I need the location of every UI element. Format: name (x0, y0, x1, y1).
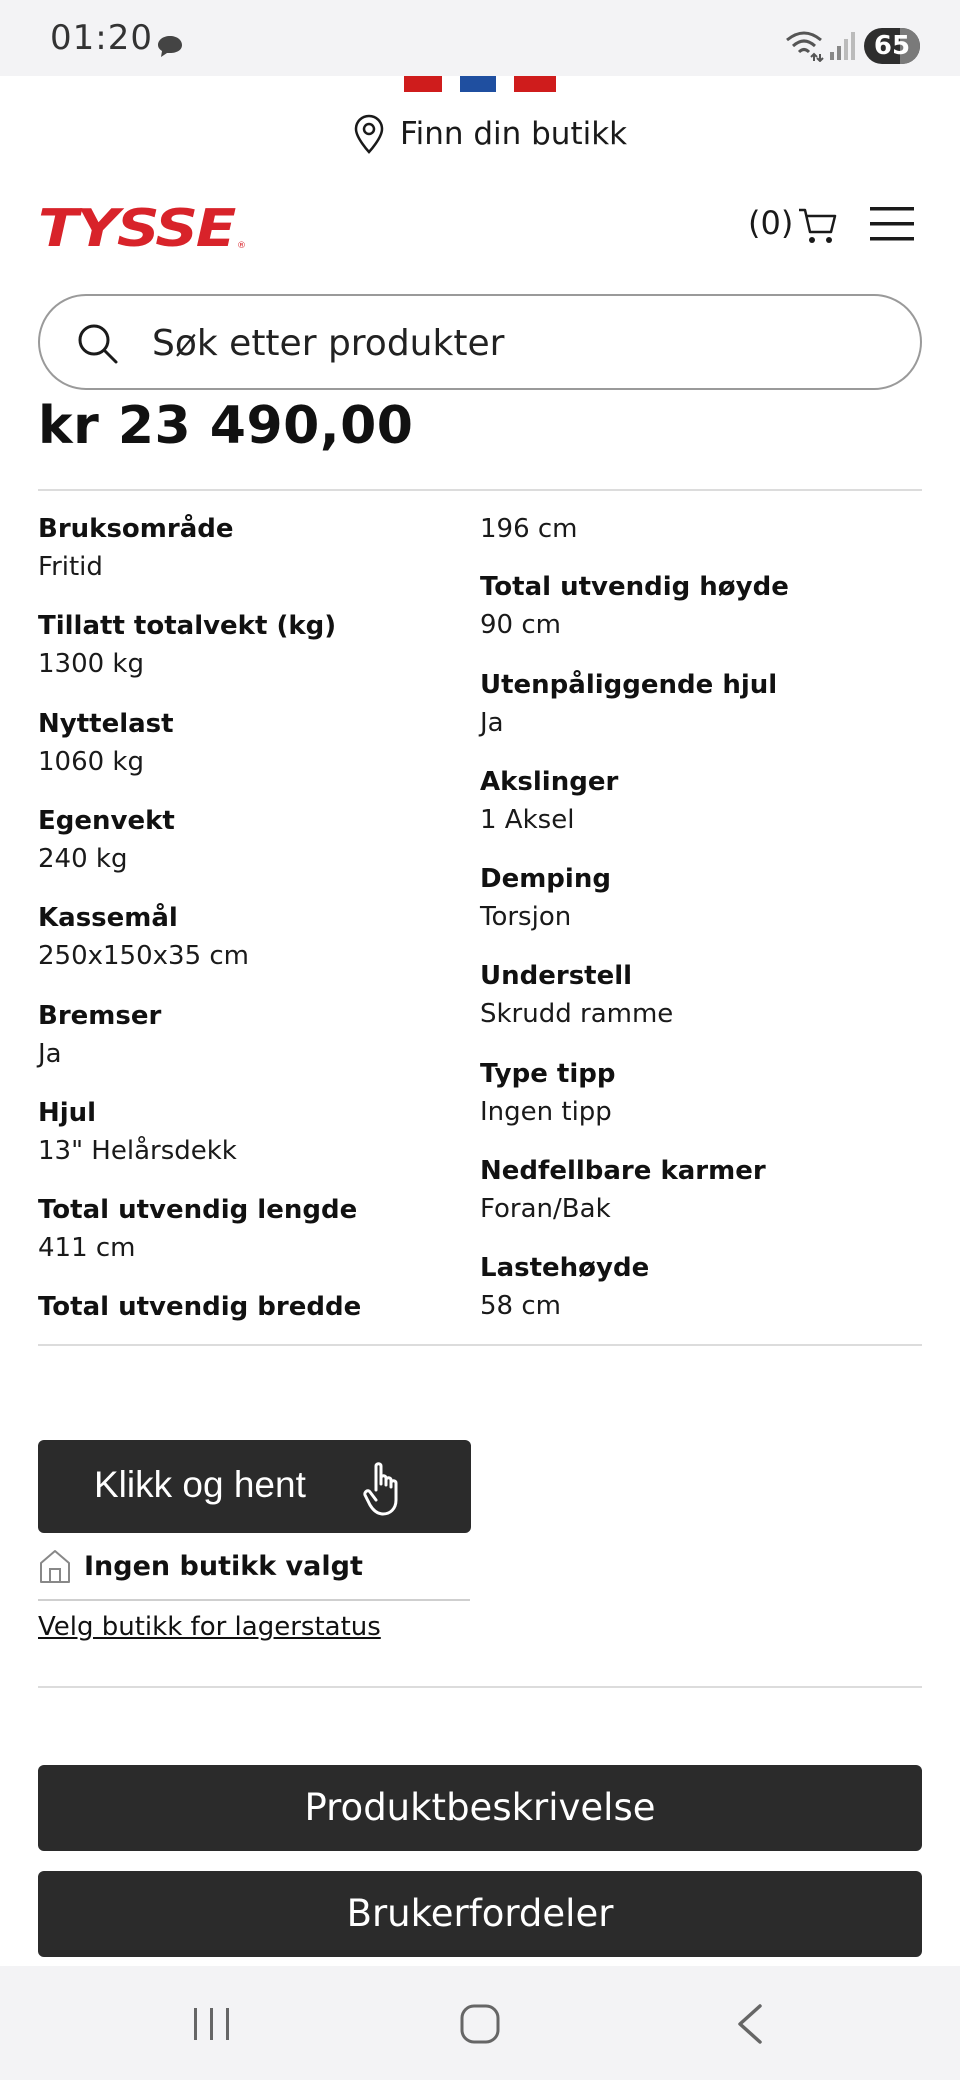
battery-percentage: 65 (873, 31, 911, 61)
divider (38, 1686, 922, 1688)
spec-label: Understell (480, 961, 633, 991)
product-description-button[interactable]: Produktbeskrivelse (38, 1765, 922, 1851)
location-pin-icon (352, 114, 386, 154)
spec-label: Utenpåliggende hjul (480, 670, 778, 700)
wifi-icon (784, 28, 824, 62)
spec-label: Total utvendig lengde (38, 1195, 358, 1225)
spec-label: Lastehøyde (480, 1253, 650, 1283)
signal-icon (828, 30, 858, 60)
spec-item (38, 607, 458, 683)
spec-item (480, 1249, 900, 1325)
product-price: kr 23 490,00 (38, 396, 414, 456)
spec-label: Type tipp (480, 1059, 616, 1089)
spec-value: 250x150x35 cm (38, 941, 249, 971)
spec-value: Torsjon (480, 902, 572, 932)
spec-item (38, 802, 458, 878)
spec-item (38, 1191, 458, 1267)
click-and-collect-label: Klikk og hent (94, 1464, 306, 1505)
hamburger-menu-icon[interactable] (868, 204, 916, 244)
spec-label: Bremser (38, 1001, 162, 1031)
spec-item (480, 763, 900, 839)
spec-value: 411 cm (38, 1233, 136, 1263)
spec-label: Kassemål (38, 903, 178, 933)
spec-item (480, 666, 900, 742)
spec-item (38, 1094, 458, 1170)
spec-value: 1060 kg (38, 747, 144, 777)
search-input[interactable] (152, 310, 892, 376)
spec-item (480, 1152, 900, 1228)
spec-label: Total utvendig bredde (38, 1292, 362, 1322)
spec-label: Nyttelast (38, 709, 174, 739)
store-status-label: Ingen butikk valgt (84, 1550, 363, 1582)
spec-item (480, 957, 900, 1033)
cart-count[interactable]: (0) (748, 204, 794, 242)
spec-label: Total utvendig høyde (480, 572, 789, 602)
spec-item (38, 510, 458, 586)
spec-item (480, 860, 900, 936)
spec-value: 13" Helårsdekk (38, 1136, 237, 1166)
spec-item (480, 1055, 900, 1131)
spec-value: 58 cm (480, 1291, 561, 1321)
battery-icon (864, 28, 920, 64)
spec-item (480, 510, 900, 548)
cart-icon[interactable] (798, 206, 838, 246)
divider (38, 1344, 922, 1346)
flag-decoration (404, 76, 442, 92)
spec-value: Ja (480, 708, 504, 738)
spec-item (38, 705, 458, 781)
spec-value: 1300 kg (38, 649, 144, 679)
tysse-logo[interactable] (38, 200, 248, 252)
store-finder-link[interactable] (352, 110, 627, 158)
back-icon[interactable] (732, 2002, 768, 2046)
store-house-icon (38, 1548, 72, 1584)
spec-label: Nedfellbare karmer (480, 1156, 766, 1186)
choose-store-link[interactable]: Velg butikk for lagerstatus (38, 1612, 381, 1642)
spec-value: Ja (38, 1039, 62, 1069)
status-time: 01:20 (50, 18, 153, 58)
logo-registered-mark: ® (237, 241, 246, 251)
logo-text: TYSSE (38, 200, 236, 252)
spec-value: 90 cm (480, 610, 561, 640)
recent-apps-icon[interactable] (190, 2004, 234, 2044)
spec-item (38, 899, 458, 975)
spec-label: Akslinger (480, 767, 619, 797)
spec-label: Bruksområde (38, 514, 234, 544)
spec-label: Tillatt totalvekt (kg) (38, 611, 337, 641)
click-and-collect-button[interactable] (38, 1440, 471, 1533)
spec-value: Skrudd ramme (480, 999, 674, 1029)
search-bar[interactable] (38, 294, 922, 390)
divider (38, 489, 922, 491)
spec-value: Ingen tipp (480, 1097, 612, 1127)
hand-pointer-icon (362, 1460, 414, 1518)
store-finder-label: Finn din butikk (400, 116, 628, 152)
user-benefits-button[interactable]: Brukerfordeler (38, 1871, 922, 1957)
spec-value: Foran/Bak (480, 1194, 611, 1224)
spec-value: 1 Aksel (480, 805, 575, 835)
divider (38, 1599, 470, 1601)
spec-label: Hjul (38, 1098, 97, 1128)
spec-item (480, 568, 900, 644)
flag-decoration (460, 76, 496, 92)
spec-value: 196 cm (480, 514, 578, 544)
spec-value: Fritid (38, 552, 103, 582)
chat-icon (156, 34, 184, 58)
spec-item (38, 1288, 458, 1326)
spec-label: Demping (480, 864, 611, 894)
flag-decoration (514, 76, 556, 92)
search-icon (76, 322, 120, 366)
spec-value: 240 kg (38, 844, 128, 874)
spec-label: Egenvekt (38, 806, 175, 836)
store-status (38, 1546, 363, 1586)
spec-item (38, 997, 458, 1073)
home-icon[interactable] (458, 2002, 502, 2046)
